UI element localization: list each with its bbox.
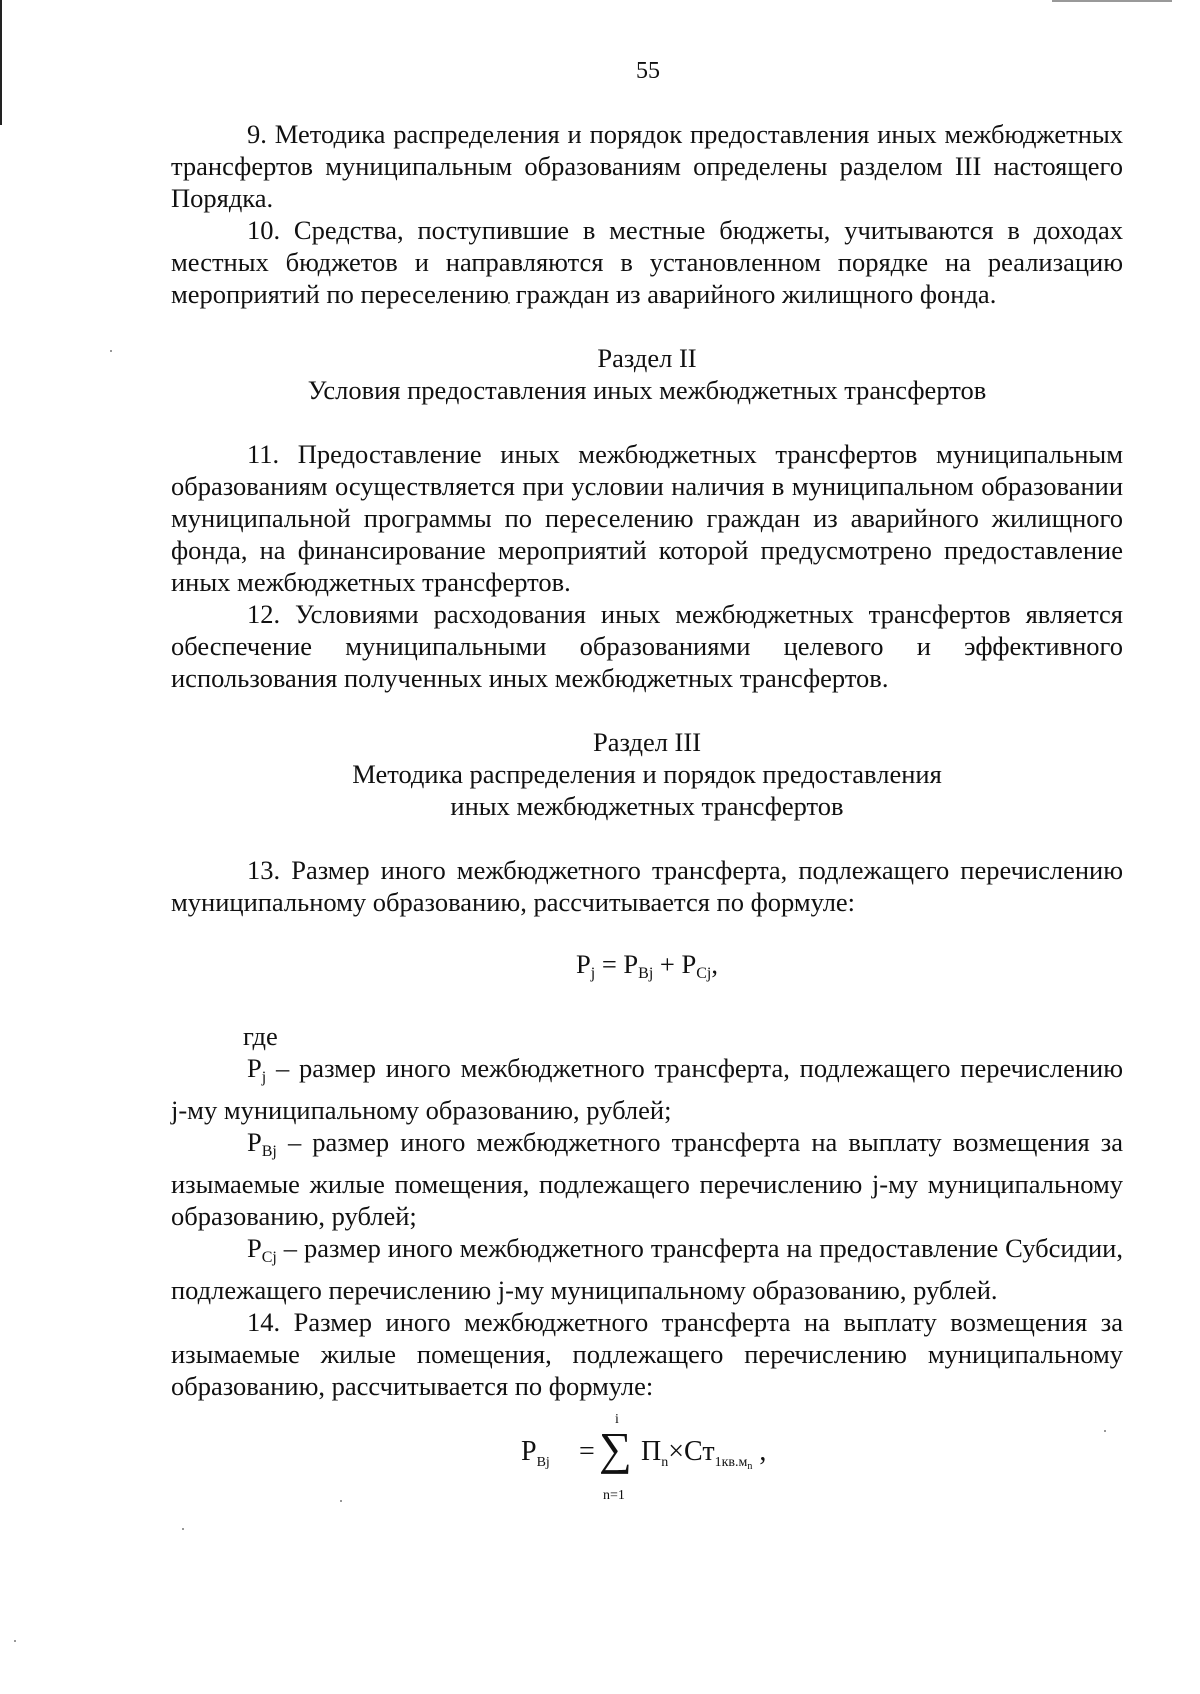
section-3-title-line-2: иных межбюджетных трансфертов: [450, 791, 844, 821]
section-2-title: Условия предоставления иных межбюджетных трансфертов: [307, 375, 987, 405]
paragraph-12: 12. Условиями расходования иных межбюджетных трансфертов является обеспечение муниципальными образованиями целевого и эффективного использования полученных иных межбюджетных трансфертов.: [171, 599, 1123, 693]
page-number: 55: [636, 58, 660, 84]
scan-speck: [182, 1528, 184, 1530]
scan-speck: [110, 350, 112, 352]
paragraph-14: 14. Размер иного межбюджетного трансферта на выплату возмещения за изымаемые жилые помещения, подлежащего перечислению муниципальному образованию, рассчитывается по формуле:: [171, 1307, 1123, 1401]
section-3-title-line-1: Методика распределения и порядок предоставления: [352, 759, 942, 789]
formula-compensation-sum: $P_{Bj}$ = i ∑ n=1 $П_n\times Ст_{1кв.м_n}$ ,: [521, 1412, 767, 1503]
paragraph-10: 10. Средства, поступившие в местные бюджеты, учитываются в доходах местных бюджетов и направляются в установленном порядке на реализацию мероприятий по переселению граждан из аварийного жилищного фонда.: [171, 215, 1123, 309]
scan-top-mark: [1052, 0, 1172, 2]
formula-total-transfer: $P_j = P_{Bj} + P_{Cj}$,: [576, 949, 718, 982]
section-2-label: Раздел II: [597, 343, 697, 373]
section-3-label: Раздел III: [592, 727, 702, 757]
definition-pcj: $P_{Cj}$ – размер иного межбюджетного трансферта на предоставление Субсидии, подлежащего перечислению j-му муниципальному образованию, рублей.: [171, 1233, 1123, 1305]
where-label: где: [243, 1021, 278, 1051]
definition-pbj: $P_{Bj}$ – размер иного межбюджетного трансферта на выплату возмещения за изымаемые жилые помещения, подлежащего перечислению j-му муниципальному образованию, рублей;: [171, 1127, 1123, 1231]
scan-speck: [14, 1640, 16, 1642]
document-body: [171, 118, 1123, 1502]
paragraph-9: 9. Методика распределения и порядок предоставления иных межбюджетных трансфертов муниципальным образованиям определены разделом III настоящего Порядка.: [171, 119, 1123, 213]
paragraph-13: 13. Размер иного межбюджетного трансферта, подлежащего перечислению муниципальному образованию, рассчитывается по формуле:: [171, 855, 1123, 917]
paragraph-11: 11. Предоставление иных межбюджетных трансфертов муниципальным образованиям осуществляется при условии наличия в муниципальном образовании муниципальной программы по переселению граждан из аварийного жилищного фонда, на финансирование мероприятий которой предусмотрено предоставление иных межбюджетных трансфертов.: [171, 439, 1123, 597]
definition-pj: $P_j$ – размер иного межбюджетного трансферта, подлежащего перечислению j-му муниципальному образованию, рублей;: [171, 1053, 1123, 1125]
sum-symbol: ∑: [599, 1423, 632, 1474]
